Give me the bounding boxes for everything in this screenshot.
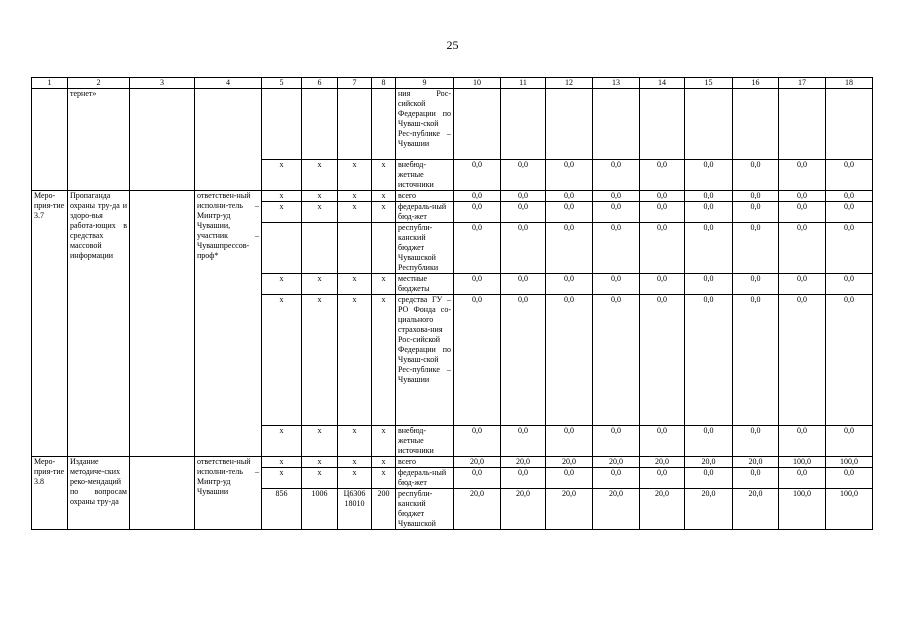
cell-code: x [338,295,372,426]
cell-blank [826,89,873,160]
cell-code: x [372,191,396,202]
cell-value: 0,0 [685,426,733,457]
cell-value: 0,0 [826,426,873,457]
cell-blank [501,89,546,160]
cell-code: x [262,191,302,202]
cell-value: 0,0 [779,202,826,223]
cell-value: 0,0 [640,223,685,274]
cell-value: 0,0 [826,191,873,202]
column-number: 4 [195,78,262,89]
column-number: 17 [779,78,826,89]
cell-code [302,223,338,274]
cell-code: 856 [262,489,302,530]
cell-value: 0,0 [733,274,779,295]
cell-code: x [302,202,338,223]
cell-blank [130,191,195,457]
cell-value: 20,0 [640,489,685,530]
measure-id: Меро-прия-тие 3.7 [32,191,68,457]
cell-value: 0,0 [593,426,640,457]
cell-value: 100,0 [826,457,873,468]
cell-code [338,223,372,274]
cell-value: 0,0 [733,160,779,191]
cell-value: 0,0 [593,191,640,202]
column-number: 10 [454,78,501,89]
cell-code: x [302,191,338,202]
cell-value: 0,0 [779,191,826,202]
cell-value: 0,0 [640,468,685,489]
cell-value: 0,0 [501,295,546,426]
cell-value: 0,0 [454,274,501,295]
cell-value: 20,0 [454,489,501,530]
cell-value: 0,0 [826,468,873,489]
cell-value: 0,0 [454,426,501,457]
cell-value: 20,0 [685,457,733,468]
cell-value: 20,0 [593,457,640,468]
column-number-row [32,78,873,89]
cell-source: всего [396,457,454,468]
column-number: 8 [372,78,396,89]
cell-code: x [372,295,396,426]
cell-value: 20,0 [733,489,779,530]
cell-value: 0,0 [685,468,733,489]
cell-blank [262,89,302,160]
cell-value: 0,0 [685,274,733,295]
cell-code: x [262,274,302,295]
cell-code: x [262,202,302,223]
cell-code [262,223,302,274]
cell-value: 0,0 [593,202,640,223]
cell-name: тернет» [68,89,130,191]
cell-blank [302,89,338,160]
cell-code: x [338,160,372,191]
cell-value: 0,0 [546,274,593,295]
measure-name: Издание методиче-ских реко-мендаций по вопросам охраны тру-да [68,457,130,530]
cell-value: 0,0 [546,160,593,191]
cell-value: 0,0 [779,426,826,457]
cell-value: 0,0 [501,274,546,295]
cell-code: x [372,160,396,191]
cell-value: 0,0 [640,274,685,295]
cell-code: x [302,274,338,295]
cell-value: 0,0 [685,191,733,202]
column-number: 9 [396,78,454,89]
cell-value: 0,0 [733,202,779,223]
cell-value: 0,0 [826,160,873,191]
cell-value: 0,0 [826,274,873,295]
cell-code: x [302,426,338,457]
cell-source: ния Рос-сийской Федерации по Чуваш-ской Рес-публике – Чувашии [396,89,454,160]
cell-source: республи-канский бюджет Чувашской [396,489,454,530]
cell-value: 100,0 [779,457,826,468]
measure-executor: ответствен-ный исполни-тель – Минтр-уд Чувашии, участник – Чувашпрессов-проф* [195,191,262,457]
cell-value: 0,0 [454,160,501,191]
cell-value: 0,0 [546,223,593,274]
cell-blank [338,89,372,160]
column-number: 12 [546,78,593,89]
column-number: 7 [338,78,372,89]
cell-code: x [372,468,396,489]
cell-blank [733,89,779,160]
cell-blank [195,89,262,191]
cell-code: x [338,191,372,202]
cell-source: федераль-ный бюд-жет [396,468,454,489]
cell-value: 0,0 [546,202,593,223]
cell-value: 0,0 [640,191,685,202]
cell-blank [546,89,593,160]
cell-value: 0,0 [733,295,779,426]
cell-value: 0,0 [640,202,685,223]
cell-value: 0,0 [640,295,685,426]
cell-value: 0,0 [779,223,826,274]
cell-code: 200 [372,489,396,530]
cell-value: 0,0 [779,295,826,426]
column-number: 14 [640,78,685,89]
cell-value: 20,0 [501,457,546,468]
cell-value: 0,0 [733,191,779,202]
cell-value: 20,0 [454,457,501,468]
cell-code: x [302,295,338,426]
cell-value: 0,0 [501,223,546,274]
cell-blank [640,89,685,160]
cell-value: 0,0 [593,295,640,426]
table-row [32,191,873,202]
measure-name: Пропаганда охраны тру-да и здоро-вья работа-ющих в средствах массовой информации [68,191,130,457]
cell-value: 0,0 [546,468,593,489]
cell-source: республи-канский бюджет Чувашской Республики [396,223,454,274]
cell-value: 0,0 [685,160,733,191]
cell-value: 0,0 [501,160,546,191]
column-number: 6 [302,78,338,89]
cell-value: 0,0 [593,468,640,489]
cell-value: 20,0 [501,489,546,530]
cell-code: x [338,426,372,457]
cell-value: 100,0 [779,489,826,530]
cell-blank [779,89,826,160]
cell-code: 1006 [302,489,338,530]
cell-code: Ц6306 18010 [338,489,372,530]
cell-value: 0,0 [826,295,873,426]
cell-code: x [372,457,396,468]
cell-value: 0,0 [546,191,593,202]
cell-code: x [372,426,396,457]
cell-code: x [262,457,302,468]
cell-value: 0,0 [685,223,733,274]
cell-value: 0,0 [546,295,593,426]
cell-value: 0,0 [593,274,640,295]
cell-value: 20,0 [546,489,593,530]
cell-value: 20,0 [546,457,593,468]
cell-code: x [262,426,302,457]
cell-code [372,223,396,274]
cell-code: x [262,160,302,191]
column-number: 18 [826,78,873,89]
page-number: 25 [446,38,459,52]
cell-value: 0,0 [733,426,779,457]
cell-code: x [338,468,372,489]
cell-value: 20,0 [733,457,779,468]
column-number: 1 [32,78,68,89]
cell-value: 20,0 [593,489,640,530]
cell-blank [372,89,396,160]
cell-code: x [302,457,338,468]
cell-value: 0,0 [501,202,546,223]
cell-blank [454,89,501,160]
cell-value: 0,0 [546,426,593,457]
cell-value: 0,0 [454,295,501,426]
cell-code: x [338,457,372,468]
cell-value: 0,0 [685,295,733,426]
cell-code: x [302,160,338,191]
cell-source: внебюд-жетные источники [396,426,454,457]
column-number: 15 [685,78,733,89]
cell-value: 0,0 [685,202,733,223]
cell-value: 100,0 [826,489,873,530]
cell-value: 0,0 [640,160,685,191]
column-number: 3 [130,78,195,89]
cell-value: 20,0 [640,457,685,468]
column-number: 13 [593,78,640,89]
cell-blank [593,89,640,160]
column-number: 2 [68,78,130,89]
cell-value: 0,0 [454,202,501,223]
cell-blank [685,89,733,160]
cell-value: 0,0 [733,468,779,489]
column-number: 11 [501,78,546,89]
cell-value: 0,0 [501,191,546,202]
column-number: 16 [733,78,779,89]
cell-value: 0,0 [501,426,546,457]
cell-value: 0,0 [779,468,826,489]
cell-code: x [338,202,372,223]
program-table [31,77,873,530]
cell-code: x [302,468,338,489]
cell-value: 0,0 [779,274,826,295]
cell-code: x [372,274,396,295]
column-number: 5 [262,78,302,89]
cell-source: внебюд-жетные источники [396,160,454,191]
cell-value: 0,0 [501,468,546,489]
cell-value: 0,0 [454,223,501,274]
cell-source: средства ГУ – РО Фонда со-циального страхова-ния Рос-сийской Федерации по Чуваш-ской Рес-публике – Чувашии [396,295,454,426]
table-row [32,457,873,468]
cell-value: 0,0 [779,160,826,191]
cell-value: 0,0 [733,223,779,274]
cell-value: 0,0 [640,426,685,457]
cell-source: местные бюджеты [396,274,454,295]
cell-code: x [262,468,302,489]
measure-executor: ответствен-ный исполни-тель – Минтр-уд Чувашии [195,457,262,530]
cell-source: всего [396,191,454,202]
table-row [32,89,873,160]
cell-value: 0,0 [454,468,501,489]
cell-value: 0,0 [593,223,640,274]
cell-source: федераль-ный бюд-жет [396,202,454,223]
cell-value: 0,0 [454,191,501,202]
cell-code: x [262,295,302,426]
cell-blank [32,89,68,191]
measure-id: Меро-прия-тие 3.8 [32,457,68,530]
cell-code: x [372,202,396,223]
cell-value: 0,0 [826,223,873,274]
cell-value: 20,0 [685,489,733,530]
cell-blank [130,89,195,191]
cell-value: 0,0 [593,160,640,191]
cell-value: 0,0 [826,202,873,223]
cell-blank [130,457,195,530]
cell-code: x [338,274,372,295]
